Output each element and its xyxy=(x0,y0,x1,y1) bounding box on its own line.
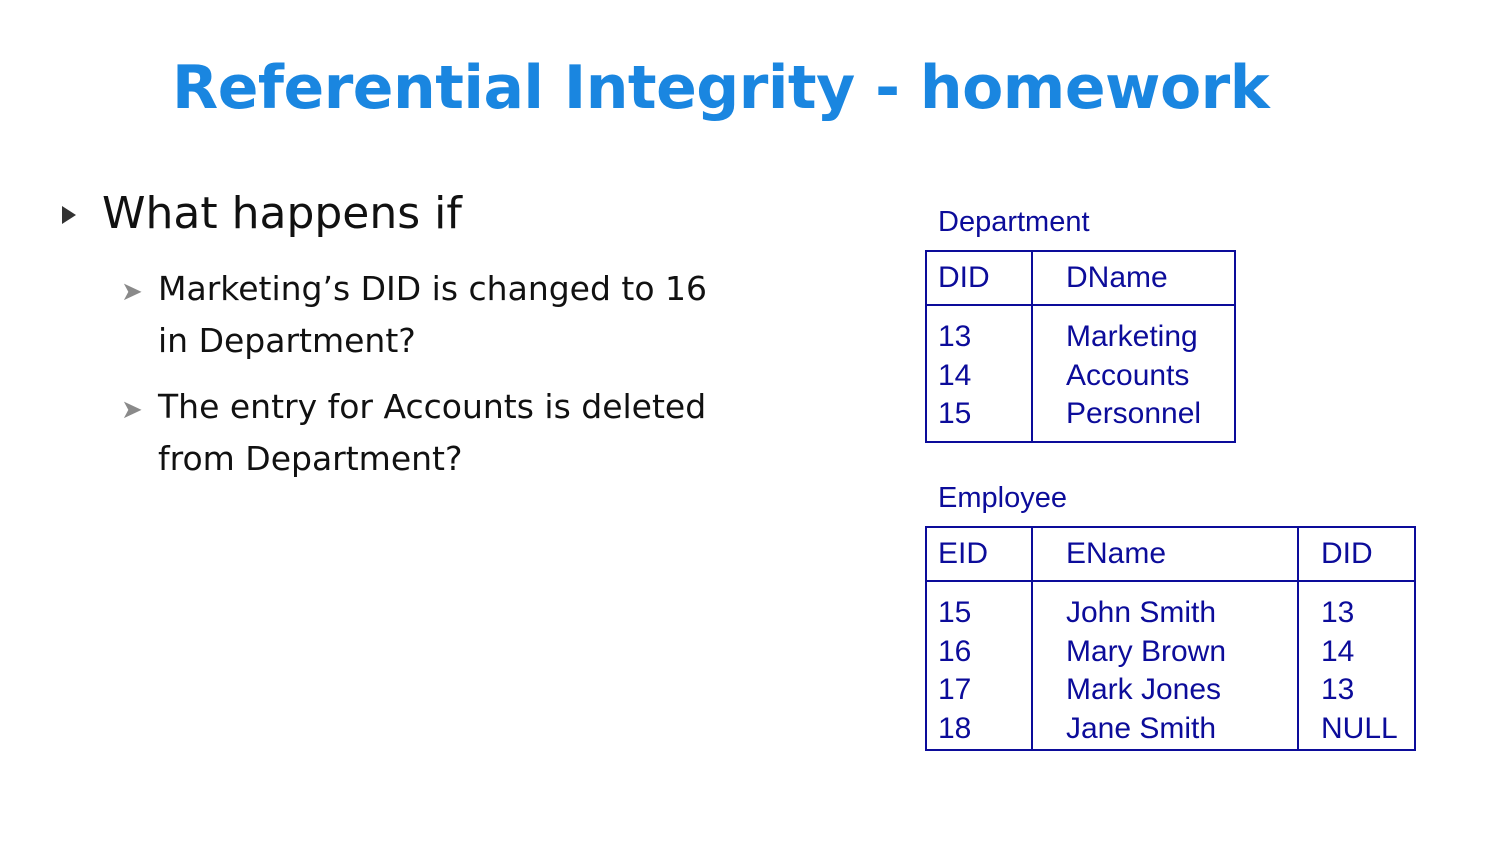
table-cell: John Smith xyxy=(1066,596,1217,629)
column-header: DID xyxy=(938,261,990,294)
sub-item xyxy=(121,381,758,485)
column-cells xyxy=(938,318,971,434)
column-divider xyxy=(1031,528,1033,749)
column-header: DName xyxy=(1066,261,1168,294)
slide-title: Referential Integrity - homework xyxy=(172,53,1270,123)
bullet-question xyxy=(62,185,782,243)
sub-item-line: Marketing’s DID is changed to 16 xyxy=(158,269,708,308)
sub-item-line: in Department? xyxy=(158,321,416,360)
table-cell: Jane Smith xyxy=(1066,711,1217,745)
column-divider xyxy=(1031,252,1033,441)
header-divider xyxy=(927,580,1414,582)
table-cell: 15 xyxy=(938,596,972,629)
question-text: What happens if xyxy=(102,188,462,239)
table-cell: NULL xyxy=(1321,711,1398,745)
column-header: EName xyxy=(1066,537,1167,570)
table-cell: 16 xyxy=(938,634,972,668)
chevron-right-icon: ➤ xyxy=(121,277,143,307)
table-cell: Accounts xyxy=(1066,358,1190,392)
table-cell: 13 xyxy=(938,320,972,353)
table-cell: Mark Jones xyxy=(1066,673,1222,706)
table-cell: Mary Brown xyxy=(1066,634,1227,668)
table-cell: Personnel xyxy=(1066,397,1202,430)
chevron-right-icon: ➤ xyxy=(121,395,143,425)
table-cell: 13 xyxy=(1321,673,1355,706)
column-cells xyxy=(1066,318,1201,434)
triangle-bullet-icon xyxy=(62,206,76,224)
sub-item xyxy=(121,263,758,367)
table-cell: 13 xyxy=(1321,596,1355,629)
sub-item-line: The entry for Accounts is deleted xyxy=(158,387,707,426)
department-table xyxy=(925,250,1236,443)
column-cells xyxy=(1066,594,1226,748)
column-divider xyxy=(1297,528,1299,749)
header-divider xyxy=(927,304,1234,306)
table-cell: 17 xyxy=(938,673,972,706)
column-cells xyxy=(938,594,971,748)
department-caption: Department xyxy=(938,206,1090,238)
table-cell: 14 xyxy=(938,358,972,392)
bullet-list xyxy=(62,185,782,485)
column-header: DID xyxy=(1321,537,1373,570)
employee-caption: Employee xyxy=(938,482,1067,514)
employee-table xyxy=(925,526,1416,751)
table-cell: 18 xyxy=(938,711,972,745)
sub-item-line: from Department? xyxy=(158,439,463,478)
table-cell: Marketing xyxy=(1066,320,1198,353)
table-cell: 15 xyxy=(938,397,972,430)
table-cell: 14 xyxy=(1321,634,1355,668)
column-cells xyxy=(1321,594,1398,748)
column-header: EID xyxy=(938,537,989,570)
